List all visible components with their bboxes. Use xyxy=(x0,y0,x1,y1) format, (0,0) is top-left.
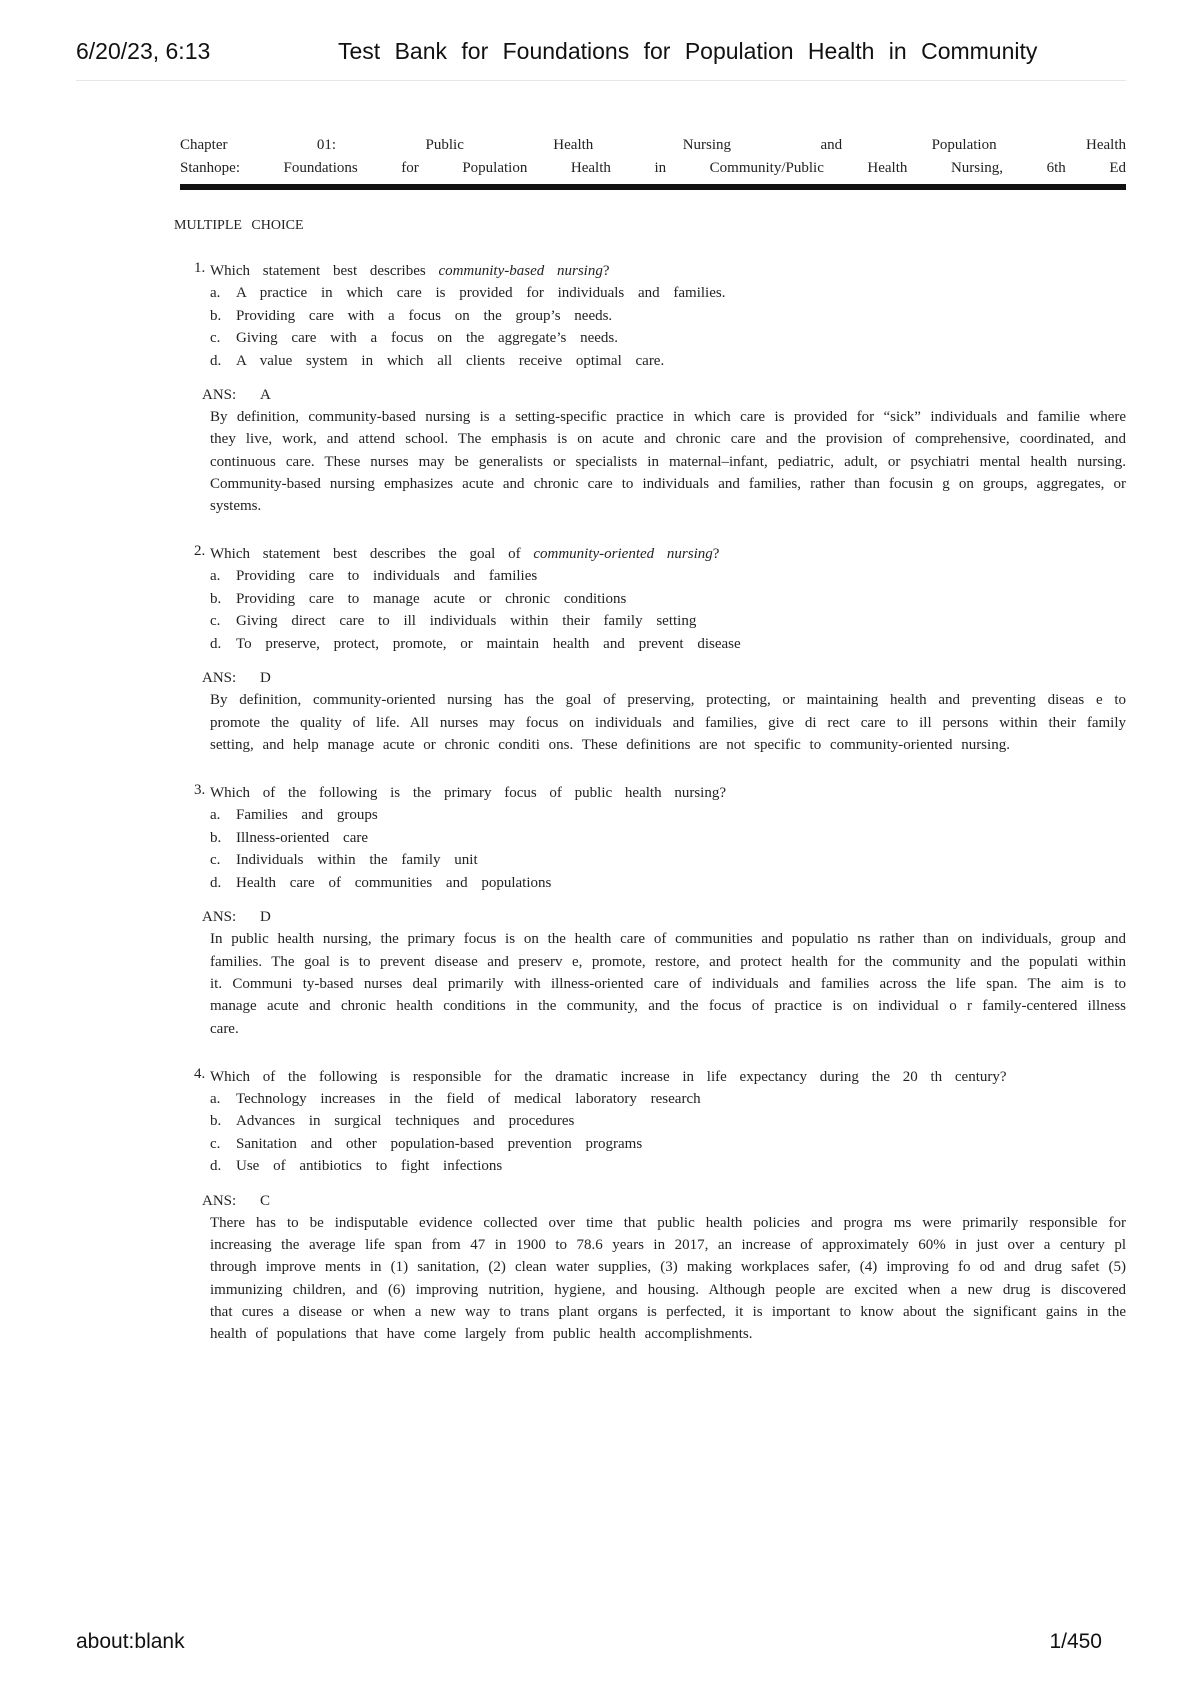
answer-rationale: By definition, community-based nursing is a setting-specific practice in which care is provided for “sick” individuals and familie where they live, work, and attend school. The emphasis is on acute and chronic care and the provision of comprehensive, coordinated, and continuous care. These nurses may be generalists or specialists in maternal–infant, pediatric, adult, or psychiatri mental health nursing. Community-based nursing emphasizes acute and chronic care to individuals and families, rather than focusin g on groups, aggregates, or systems. xyxy=(210,409,1126,515)
document-page xyxy=(174,134,1126,1346)
question-item xyxy=(180,543,1126,756)
section-heading: MULTIPLE CHOICE xyxy=(174,218,304,233)
option-text: A practice in which care is provided for individuals and families. xyxy=(236,285,726,301)
question-number: 2. xyxy=(194,543,206,560)
answer-option xyxy=(210,849,1126,872)
print-url: about:blank xyxy=(76,1630,185,1653)
answer-option xyxy=(210,610,1126,633)
answer-label: ANS: xyxy=(202,387,237,403)
answer-options xyxy=(210,804,1126,894)
option-letter: a. xyxy=(210,568,221,585)
answer-option xyxy=(210,305,1126,328)
answer-value: D xyxy=(260,909,271,926)
answer-key xyxy=(202,1190,1126,1212)
answer-option xyxy=(210,282,1126,305)
option-text: A value system in which all clients receive optimal care. xyxy=(236,352,665,369)
answer-option xyxy=(210,827,1126,850)
option-text: Giving direct care to ill individuals within their family setting xyxy=(236,613,697,630)
chapter-title: Chapter 01: Public Health Nursing and Population Health xyxy=(180,137,1126,153)
option-letter: b. xyxy=(210,829,222,846)
option-letter: d. xyxy=(210,874,222,891)
option-text: Providing care to individuals and families xyxy=(236,568,538,585)
answer-options xyxy=(210,1088,1126,1178)
option-letter: d. xyxy=(210,352,222,369)
print-page-title: Test Bank for Foundations for Population Health in Community xyxy=(338,38,1038,64)
option-text: Advances in surgical techniques and procedures xyxy=(236,1113,575,1130)
answer-label: ANS: xyxy=(202,909,237,926)
option-letter: c. xyxy=(210,330,221,346)
option-letter: d. xyxy=(210,635,222,652)
option-letter: d. xyxy=(210,1158,222,1175)
option-letter: a. xyxy=(210,285,221,301)
question-number: 1. xyxy=(194,260,206,276)
chapter-heading xyxy=(180,134,1126,180)
question-stem-end: ? xyxy=(712,546,720,563)
answer-value: A xyxy=(260,387,271,403)
question-stem-emphasis: community-oriented nursing xyxy=(533,546,713,563)
option-letter: a. xyxy=(210,1090,221,1107)
question-stem xyxy=(210,1066,1126,1088)
answer-option xyxy=(210,588,1126,611)
heading-rule xyxy=(180,184,1126,190)
question-stem xyxy=(210,543,1126,565)
question-stem xyxy=(210,782,1126,804)
answer-option xyxy=(210,1088,1126,1111)
option-letter: c. xyxy=(210,1135,221,1152)
option-text: Providing care to manage acute or chronic conditions xyxy=(236,590,627,607)
answer-key xyxy=(202,906,1126,928)
question-stem-text: Which statement best describes the goal of xyxy=(210,546,534,563)
browser-print-header xyxy=(76,38,1116,72)
option-text: Individuals within the family unit xyxy=(236,852,478,869)
question-item xyxy=(180,1066,1126,1346)
option-text: Illness-oriented care xyxy=(236,829,369,846)
option-text: Families and groups xyxy=(236,807,378,824)
answer-option xyxy=(210,633,1126,656)
question-item xyxy=(180,782,1126,1039)
answer-option xyxy=(210,872,1126,895)
option-text: Health care of communities and populations xyxy=(236,874,552,891)
option-letter: a. xyxy=(210,807,221,824)
option-letter: b. xyxy=(210,307,222,324)
header-divider xyxy=(76,80,1126,81)
book-title: Stanhope: Foundations for Population Health in Community/Public Health Nursing, 6th Ed xyxy=(180,160,1126,176)
answer-label: ANS: xyxy=(202,670,237,687)
answer-key xyxy=(202,384,1126,406)
option-letter: b. xyxy=(210,1113,222,1130)
question-item xyxy=(180,260,1126,517)
answer-label: ANS: xyxy=(202,1192,237,1209)
answer-option xyxy=(210,1133,1126,1156)
question-stem-emphasis: community-based nursing xyxy=(438,263,603,279)
answer-options xyxy=(210,282,1126,372)
answer-option xyxy=(210,565,1126,588)
answer-options xyxy=(210,565,1126,655)
option-text: Sanitation and other population-based prevention programs xyxy=(236,1135,643,1152)
answer-option xyxy=(210,327,1126,350)
option-text: Giving care with a focus on the aggregate’s needs. xyxy=(236,330,618,346)
answer-key xyxy=(202,667,1126,689)
question-list xyxy=(180,260,1126,1346)
option-letter: c. xyxy=(210,852,221,869)
print-datetime: 6/20/23, 6:13 xyxy=(76,38,211,64)
option-text: To preserve, protect, promote, or maintain health and prevent disease xyxy=(236,635,741,652)
answer-value: C xyxy=(260,1192,271,1209)
answer-option xyxy=(210,804,1126,827)
option-text: Technology increases in the field of medical laboratory research xyxy=(236,1090,701,1107)
question-stem-end: ? xyxy=(602,263,610,279)
answer-rationale: By definition, community-oriented nursing has the goal of preserving, protecting, or maintaining health and preventing diseas e to promote the quality of life. All nurses may focus on individuals and families, give di rect care to ill persons within their family setting, and help manage acute or chronic conditi ons. These definitions are not specific to community-oriented nursing. xyxy=(210,692,1126,754)
question-number: 3. xyxy=(194,782,206,799)
print-page-number: 1/450 xyxy=(1049,1630,1102,1653)
answer-rationale: There has to be indisputable evidence collected over time that public health policies and progra ms were primarily responsible for increasing the average life span from 47 in 1900 to 78.6 years in 2017, an increase of approximately 60% in just over a century pl through improve ments in (1) sanitation, (2) clean water supplies, (3) making workplaces safer, (4) improving fo od and drug safet (5) immunizing children, and (6) improving nutrition, hygiene, and housing. Although people are excited when a new drug is discovered that cures a disease or when a new way to trans plant organs is perfected, it is important to know about the significant gains in the health of populations that have come largely from public health accomplishments. xyxy=(210,1214,1126,1343)
question-stem-text: Which statement best describes xyxy=(210,263,439,279)
answer-option xyxy=(210,350,1126,373)
question-stem xyxy=(210,260,1126,282)
option-text: Providing care with a focus on the group’s needs. xyxy=(236,307,613,324)
option-text: Use of antibiotics to fight infections xyxy=(236,1158,503,1175)
answer-option xyxy=(210,1155,1126,1178)
option-letter: c. xyxy=(210,613,221,630)
answer-rationale: In public health nursing, the primary focus is on the health care of communities and populatio ns rather than on individuals, group and families. The goal is to prevent disease and preserv e, promote, restore, and protect health for the community and the populati within it. Communi ty-based nurses deal primarily with illness-oriented care of individuals and families across the life span. The aim is to manage acute and chronic health conditions in the community, and the focus of practice is on individual o r family-centered illness care. xyxy=(210,931,1126,1037)
option-letter: b. xyxy=(210,590,222,607)
question-stem-text: Which of the following is the primary focus of public health nursing? xyxy=(210,785,726,802)
answer-option xyxy=(210,1110,1126,1133)
answer-value: D xyxy=(260,670,271,687)
question-number: 4. xyxy=(194,1065,206,1082)
question-stem-text: Which of the following is responsible for the dramatic increase in life expectancy during the 20 th century? xyxy=(210,1068,1007,1085)
